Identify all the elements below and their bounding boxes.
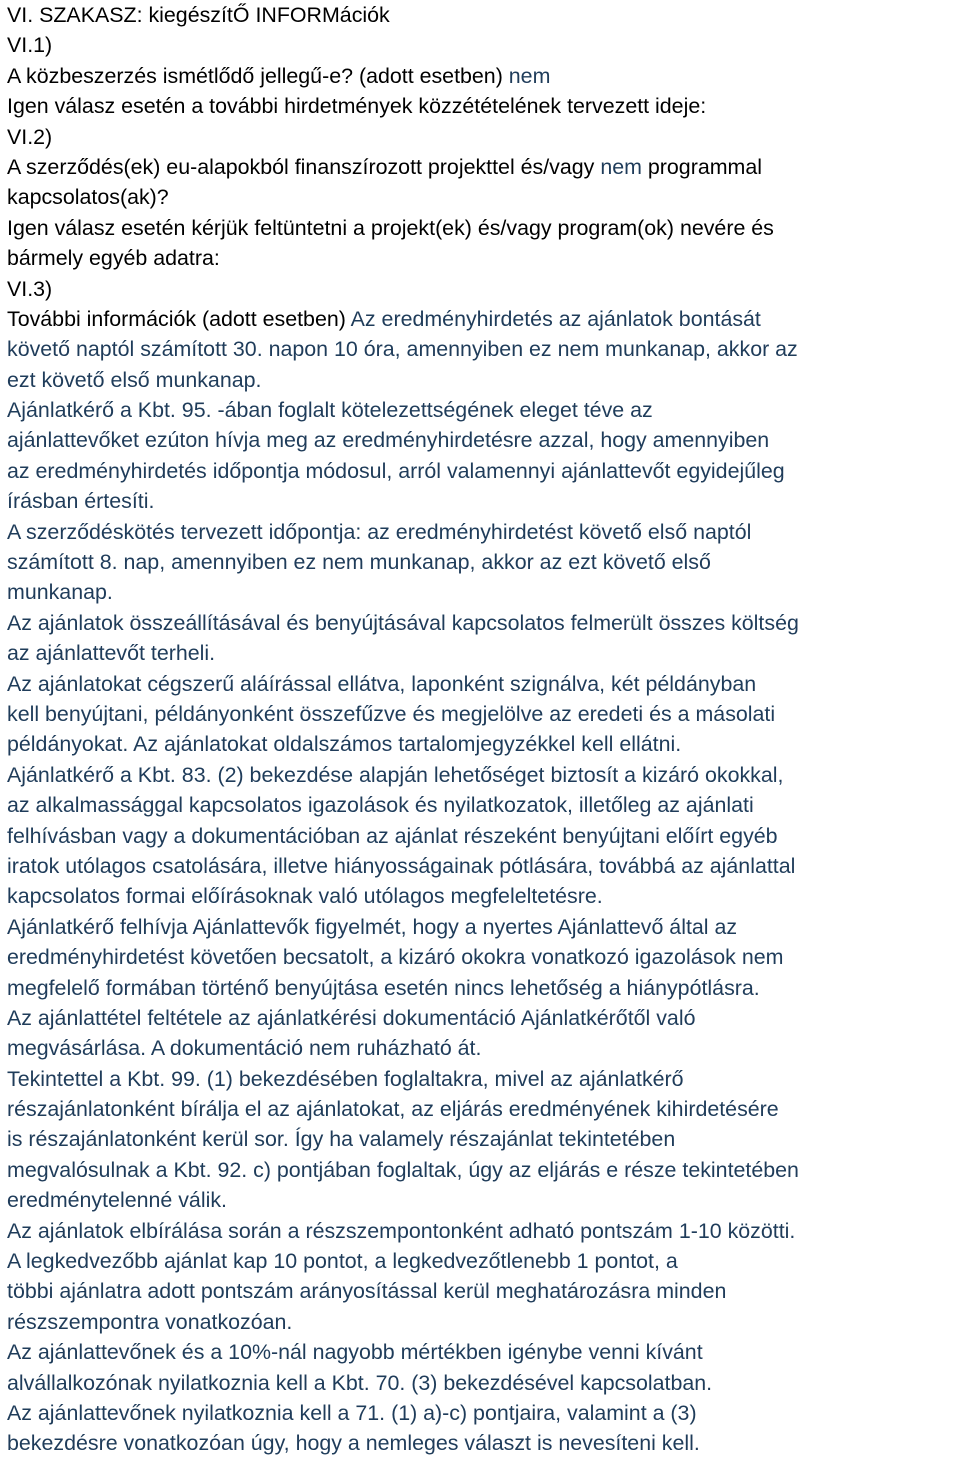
text-span: az alkalmassággal kapcsolatos igazolások és nyilatkozatok, illetőleg az ajánlati bbox=[7, 793, 754, 818]
text-span: ezt követő első munkanap. bbox=[7, 367, 262, 392]
text-span: Az ajánlattevőnek nyilatkoznia kell a 71. (1) a)-c) pontjaira, valamint a (3) bbox=[7, 1400, 697, 1425]
text-span: Az ajánlatok elbírálása során a részszempontonként adható pontszám 1-10 közötti. bbox=[7, 1218, 796, 1243]
text-span: iratok utólagos csatolására, illetve hiányosságainak pótlására, továbbá az ajánlattal bbox=[7, 853, 796, 878]
text-line bbox=[7, 425, 960, 455]
text-span: eredménytelenné válik. bbox=[7, 1188, 227, 1213]
text-span: az ajánlattevőt terheli. bbox=[7, 641, 216, 666]
text-line bbox=[7, 790, 960, 820]
text-line bbox=[7, 821, 960, 851]
text-span: bármely egyéb adatra: bbox=[7, 246, 220, 271]
text-line bbox=[7, 1155, 960, 1185]
text-line bbox=[7, 608, 960, 638]
text-span: A szerződéskötés tervezett időpontja: az eredményhirdetést követő első naptól bbox=[7, 519, 752, 544]
text-line bbox=[7, 1033, 960, 1063]
text-line bbox=[7, 881, 960, 911]
text-span: VI.2) bbox=[7, 124, 53, 149]
text-span: részajánlatonként bírálja el az ajánlatokat, az eljárás eredményének kihirdetésére bbox=[7, 1097, 779, 1122]
section-title: VI. SZAKASZ: kiegészítŐ INFORMációk bbox=[7, 3, 390, 27]
text-span: Az eredményhirdetés az ajánlatok bontását bbox=[350, 306, 761, 331]
text-line bbox=[7, 942, 960, 972]
text-line bbox=[7, 638, 960, 668]
text-line bbox=[7, 1064, 960, 1094]
text-line bbox=[7, 182, 960, 212]
text-line bbox=[7, 243, 960, 273]
text-line bbox=[7, 1094, 960, 1124]
text-span: Az ajánlatokat cégszerű aláírással ellátva, laponként szignálva, két példányban bbox=[7, 671, 757, 696]
text-line bbox=[7, 1246, 960, 1276]
text-line bbox=[7, 973, 960, 1003]
text-span: kapcsolatos(ak)? bbox=[7, 185, 169, 210]
text-line bbox=[7, 213, 960, 243]
text-line bbox=[7, 1368, 960, 1398]
text-span: A szerződés(ek) eu-alapokból finanszírozott projekttel és/vagy bbox=[7, 154, 601, 179]
text-line bbox=[7, 669, 960, 699]
text-line bbox=[7, 334, 960, 364]
text-span: További információk (adott esetben) bbox=[7, 306, 351, 331]
text-span: VI.1) bbox=[7, 33, 53, 58]
text-line bbox=[7, 851, 960, 881]
text-span: nem bbox=[508, 63, 551, 88]
text-span: követő naptól számított 30. napon 10 óra, amennyiben ez nem munkanap, akkor az bbox=[7, 337, 798, 362]
text-span: megvásárlása. A dokumentáció nem ruházható át. bbox=[7, 1036, 482, 1061]
text-span: Az ajánlattétel feltétele az ajánlatkérési dokumentáció Ajánlatkérőtől való bbox=[7, 1005, 696, 1030]
text-line bbox=[7, 547, 960, 577]
document-body bbox=[7, 30, 960, 1458]
text-span: VI.3) bbox=[7, 276, 53, 301]
text-span: is részajánlatonként kerül sor. Így ha valamely részajánlat tekintetében bbox=[7, 1127, 676, 1152]
text-span: megvalósulnak a Kbt. 92. c) pontjában foglaltak, úgy az eljárás e része tekintetében bbox=[7, 1157, 799, 1182]
text-line bbox=[7, 577, 960, 607]
text-span: ajánlattevőket ezúton hívja meg az eredményhirdetésre azzal, hogy amennyiben bbox=[7, 428, 770, 453]
text-span: számított 8. nap, amennyiben ez nem munkanap, akkor az ezt követő első bbox=[7, 550, 711, 575]
text-line bbox=[7, 1307, 960, 1337]
text-span: Az ajánlattevőnek és a 10%-nál nagyobb mértékben igénybe venni kívánt bbox=[7, 1340, 703, 1365]
text-span: bekezdésre vonatkozóan úgy, hogy a nemleges választ is nevesíteni kell. bbox=[7, 1431, 700, 1456]
text-span: Az ajánlatok összeállításával és benyújtásával kapcsolatos felmerült összes költség bbox=[7, 610, 799, 635]
text-line bbox=[7, 912, 960, 942]
text-line bbox=[7, 1185, 960, 1215]
text-line bbox=[7, 122, 960, 152]
text-span: megfelelő formában történő benyújtása esetén nincs lehetőség a hiánypótlásra. bbox=[7, 975, 760, 1000]
text-line bbox=[7, 699, 960, 729]
text-span: alvállalkozónak nyilatkoznia kell a Kbt. 70. (3) bekezdésével kapcsolatban. bbox=[7, 1370, 713, 1395]
text-span: A legkedvezőbb ajánlat kap 10 pontot, a legkedvezőtlenebb 1 pontot, a bbox=[7, 1249, 678, 1274]
text-span: részszempontra vonatkozóan. bbox=[7, 1309, 293, 1334]
text-line bbox=[7, 1216, 960, 1246]
text-span: írásban értesíti. bbox=[7, 489, 155, 514]
text-span: kapcsolatos formai előírásoknak való utólagos megfeleltetésre. bbox=[7, 884, 603, 909]
text-line bbox=[7, 91, 960, 121]
text-span: A közbeszerzés ismétlődő jellegű-e? (adott esetben) bbox=[7, 63, 509, 88]
text-line bbox=[7, 456, 960, 486]
text-line bbox=[7, 365, 960, 395]
text-span: példányokat. Az ajánlatokat oldalszámos tartalomjegyzékkel kell ellátni. bbox=[7, 732, 682, 757]
text-line bbox=[7, 274, 960, 304]
text-line bbox=[7, 30, 960, 60]
text-span: Tekintettel a Kbt. 99. (1) bekezdésében foglaltakra, mivel az ajánlatkérő bbox=[7, 1066, 684, 1091]
text-line bbox=[7, 486, 960, 516]
text-span: kell benyújtani, példányonként összefűzve és megjelölve az eredeti és a másolati bbox=[7, 701, 776, 726]
text-span: Ajánlatkérő a Kbt. 95. -ában foglalt kötelezettségének eleget téve az bbox=[7, 398, 653, 423]
text-line bbox=[7, 1276, 960, 1306]
text-line bbox=[7, 395, 960, 425]
text-span: eredményhirdetést követően becsatolt, a kizáró okokra vonatkozó igazolások nem bbox=[7, 945, 784, 970]
text-line bbox=[7, 1398, 960, 1428]
text-line bbox=[7, 304, 960, 334]
text-line bbox=[7, 1337, 960, 1367]
text-line bbox=[7, 1124, 960, 1154]
text-line bbox=[7, 61, 960, 91]
text-span: felhívásban vagy a dokumentációban az ajánlat részeként benyújtani előírt egyéb bbox=[7, 823, 778, 848]
text-line bbox=[7, 1428, 960, 1458]
text-span: az eredményhirdetés időpontja módosul, arról valamennyi ajánlattevőt egyidejűleg bbox=[7, 458, 785, 483]
text-line bbox=[7, 729, 960, 759]
text-span: programmal bbox=[641, 154, 762, 179]
text-span: nem bbox=[600, 154, 642, 179]
text-span: munkanap. bbox=[7, 580, 113, 605]
text-span: Igen válasz esetén a további hirdetmények közzétételének tervezett ideje: bbox=[7, 94, 707, 119]
text-span: Ajánlatkérő a Kbt. 83. (2) bekezdése alapján lehetőséget biztosít a kizáró okokkal, bbox=[7, 762, 784, 787]
text-span: Igen válasz esetén kérjük feltüntetni a projekt(ek) és/vagy program(ok) nevére és bbox=[7, 215, 774, 240]
text-line bbox=[7, 760, 960, 790]
text-line bbox=[7, 517, 960, 547]
text-span: Ajánlatkérő felhívja Ajánlattevők figyelmét, hogy a nyertes Ajánlattevő által az bbox=[7, 914, 738, 939]
text-line bbox=[7, 1003, 960, 1033]
text-span: többi ajánlatra adott pontszám arányosítással kerül meghatározásra minden bbox=[7, 1279, 727, 1304]
text-line bbox=[7, 152, 960, 182]
